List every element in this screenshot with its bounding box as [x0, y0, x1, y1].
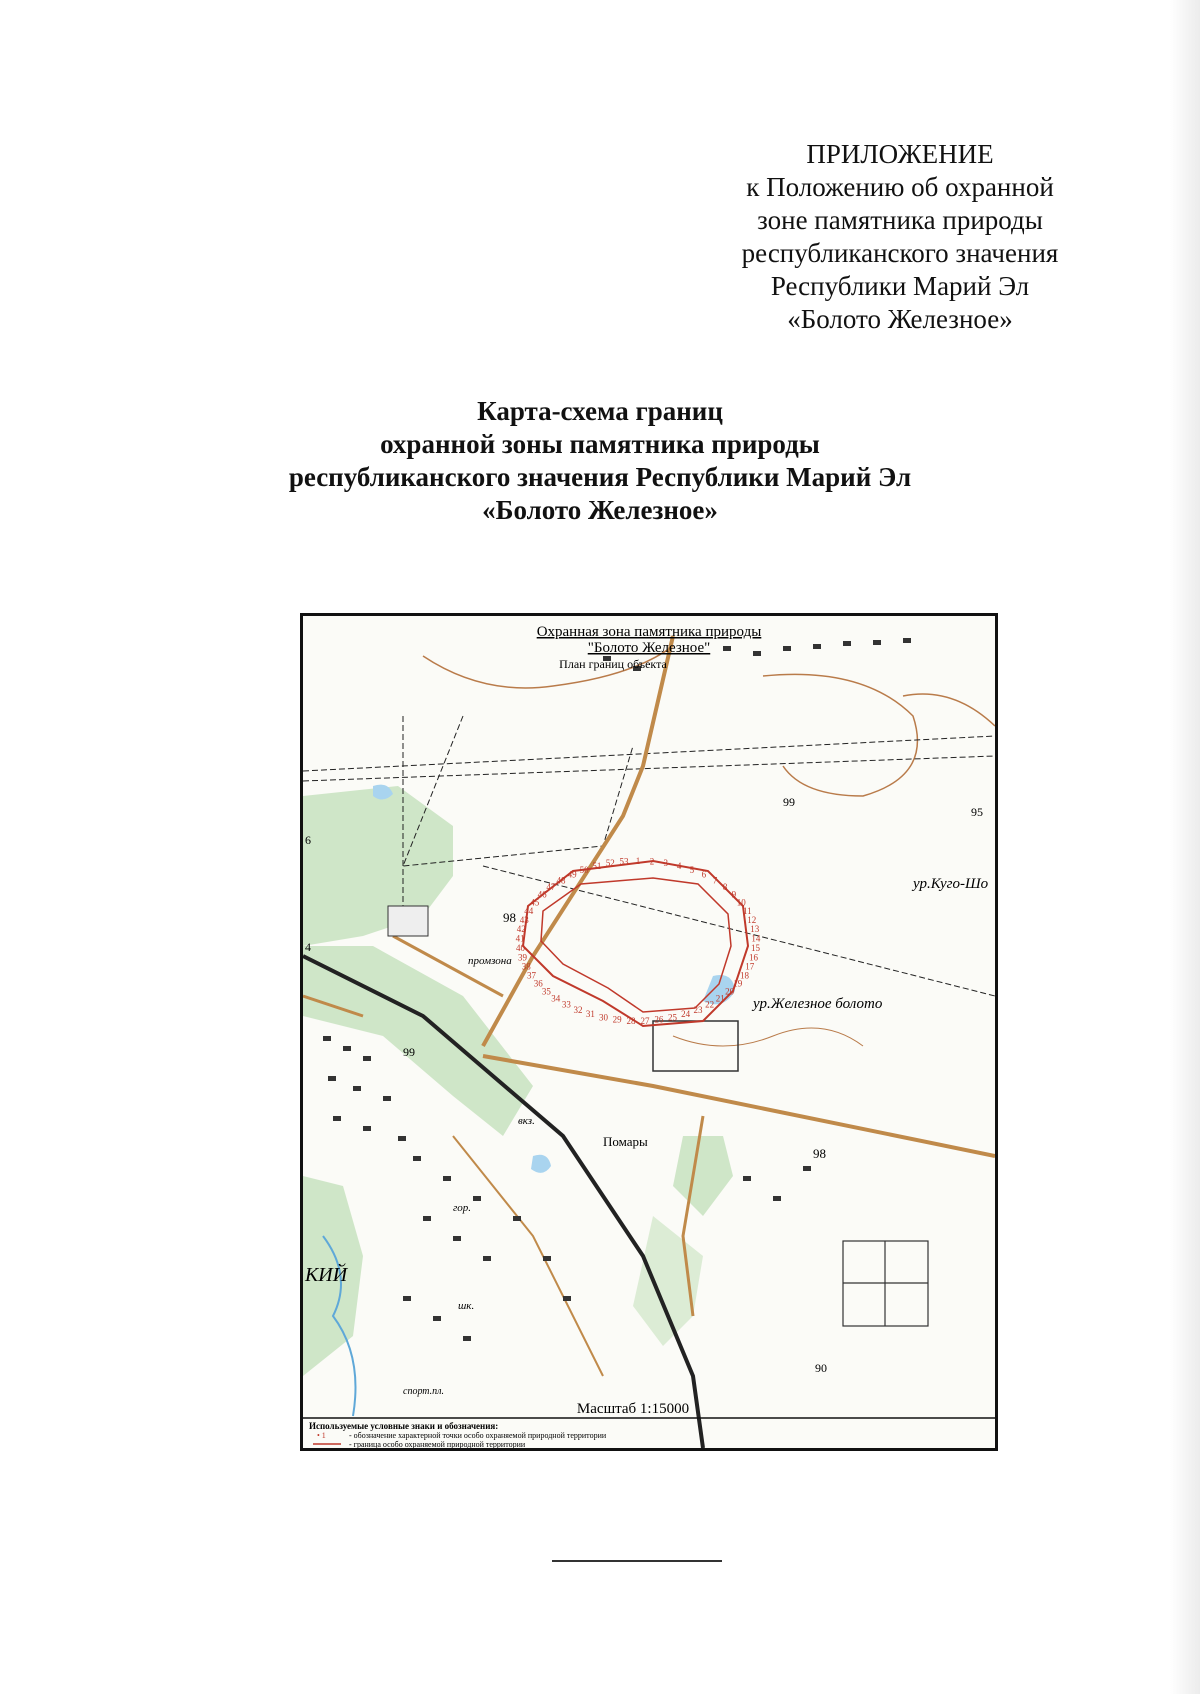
power-line — [303, 756, 995, 781]
boundary-point-number: 21 — [715, 993, 725, 1004]
boundary-point-number: 29 — [612, 1014, 622, 1025]
boundary-point-number: 24 — [681, 1009, 691, 1020]
boundary-point-number: 32 — [573, 1004, 583, 1015]
boundary-point-number: 43 — [519, 914, 529, 925]
forest-area — [303, 786, 453, 946]
boundary-point-number: 25 — [668, 1012, 677, 1023]
map-scale: Масштаб 1:15000 — [576, 1401, 690, 1417]
boundary-point-number: 10 — [736, 897, 746, 908]
forest-area — [633, 1216, 703, 1346]
appendix-heading — [690, 138, 1110, 336]
map-header-line1: Охранная зона памятника природы — [536, 624, 762, 640]
boundary-point-number: 40 — [516, 943, 525, 954]
place-label: ур.Железное болото — [753, 996, 883, 1012]
boundary-point-number: 5 — [689, 864, 695, 875]
boundary-point-number: 47 — [546, 882, 556, 892]
boundary-point-number: 13 — [750, 924, 760, 935]
legend-point-desc: - обозначение характерной точки особо охраняемой природной территории — [349, 1431, 607, 1440]
scan-shadow — [1170, 0, 1200, 1694]
boundary-point-number: 17 — [745, 961, 755, 972]
boundary-point-number: 31 — [585, 1009, 595, 1020]
boundary-points — [516, 856, 761, 1026]
title-line: «Болото Железное» — [482, 495, 718, 525]
place-label: вкз. — [518, 1115, 535, 1127]
boundary-point-number: 28 — [626, 1015, 636, 1026]
place-label: КИЙ — [305, 1264, 348, 1286]
boundary-point-number: 7 — [712, 875, 718, 886]
appendix-line: республиканского значения — [741, 238, 1059, 268]
map-subheader: План границ объекта — [559, 657, 667, 671]
title-line: Карта-схема границ — [477, 396, 723, 426]
elevation-mark: 95 — [971, 805, 983, 819]
boundary-point-number: 42 — [516, 924, 526, 935]
boundary-point-number: 52 — [605, 858, 615, 869]
contour-line — [903, 694, 995, 726]
cemetery — [843, 1241, 928, 1326]
boundary-map — [300, 613, 998, 1451]
boundary-point-number: 12 — [747, 914, 757, 925]
appendix-line: «Болото Железное» — [787, 304, 1013, 334]
boundary-point-number: 18 — [740, 970, 749, 981]
boundary-point-number: 46 — [537, 889, 547, 900]
legend-title: Используемые условные знаки и обозначения: — [309, 1421, 499, 1431]
legend-point-marker: • 1 — [317, 1431, 326, 1440]
boundary-point-number: 39 — [518, 952, 527, 963]
place-label: гор. — [453, 1202, 472, 1214]
boundary-point-number: 2 — [649, 856, 655, 867]
appendix-line: зоне памятника природы — [757, 205, 1043, 235]
title-line: республиканского значения Республики Марий Эл — [288, 462, 912, 492]
appendix-line: Республики Марий Эл — [770, 271, 1030, 301]
boundary-point-number: 15 — [751, 943, 760, 954]
boundary-point-number: 38 — [521, 961, 531, 972]
boundary-point-number: 9 — [731, 889, 737, 900]
boundary-point-number: 27 — [640, 1015, 650, 1026]
map-drawing — [303, 616, 995, 1448]
place-label: Помары — [603, 1134, 648, 1149]
boundary-point-number: 48 — [556, 875, 566, 886]
elevation-mark: 98 — [503, 910, 516, 925]
place-label: спорт.пл. — [403, 1386, 445, 1397]
elevation-mark: 90 — [815, 1361, 827, 1375]
elevation-mark: 4 — [305, 940, 311, 954]
elevation-mark: 6 — [305, 833, 311, 847]
building-block — [388, 906, 428, 936]
appendix-line: ПРИЛОЖЕНИЕ — [806, 139, 994, 169]
boundary-point-number: 16 — [749, 952, 758, 963]
boundary-point-number: 11 — [742, 905, 752, 916]
contour-line — [673, 1028, 863, 1046]
place-label: шк. — [458, 1300, 475, 1312]
boundary-point-number: 33 — [561, 999, 571, 1010]
boundary-point-number: 8 — [722, 882, 728, 892]
appendix-line: к Положению об охранной — [746, 172, 1054, 202]
elevation-mark: 98 — [813, 1146, 826, 1161]
road — [483, 1056, 995, 1156]
water — [531, 1155, 551, 1173]
boundary-point-number: 49 — [567, 869, 577, 880]
boundary-point-number: 4 — [676, 861, 682, 871]
elevation-mark: 99 — [783, 795, 795, 809]
boundary-point-number: 44 — [524, 905, 534, 916]
boundary-point-number: 26 — [654, 1014, 664, 1025]
boundary-point-number: 19 — [733, 978, 743, 989]
legend-border-desc: - граница особо охраняемой природной территории — [349, 1440, 526, 1448]
elevation-mark: 99 — [403, 1045, 415, 1059]
title-line: охранной зоны памятника природы — [380, 429, 820, 459]
boundary-point-number: 3 — [663, 858, 668, 869]
boundary-point-number: 51 — [592, 861, 602, 871]
forest-area — [673, 1136, 733, 1216]
boundary-point-number: 14 — [751, 933, 761, 944]
boundary-point-number: 23 — [693, 1004, 703, 1015]
place-label: ур.Куго-Шо — [913, 876, 989, 892]
boundary-point-number: 41 — [515, 933, 525, 944]
boundary-point-number: 53 — [619, 856, 629, 867]
document-title — [200, 395, 1000, 527]
boundary-point-number: 37 — [527, 970, 536, 981]
boundary-point-number: 1 — [635, 856, 641, 866]
boundary-point-number: 35 — [541, 986, 551, 997]
boundary-point-number: 30 — [599, 1012, 608, 1023]
boundary-point-number: 22 — [705, 999, 715, 1010]
boundary-point-number: 20 — [725, 986, 735, 997]
road — [453, 1136, 603, 1376]
contour-line — [763, 674, 917, 796]
boundary-point-number: 50 — [579, 864, 589, 875]
boundary-point-number: 45 — [530, 897, 540, 908]
boundary-point-number: 34 — [551, 993, 561, 1004]
map-header-line2: "Болото Железное" — [587, 640, 711, 656]
road — [483, 636, 673, 1046]
footer-rule — [552, 1560, 722, 1562]
place-label: промзона — [468, 955, 512, 967]
boundary-point-number: 6 — [701, 869, 707, 880]
boundary-point-number: 36 — [533, 978, 543, 989]
